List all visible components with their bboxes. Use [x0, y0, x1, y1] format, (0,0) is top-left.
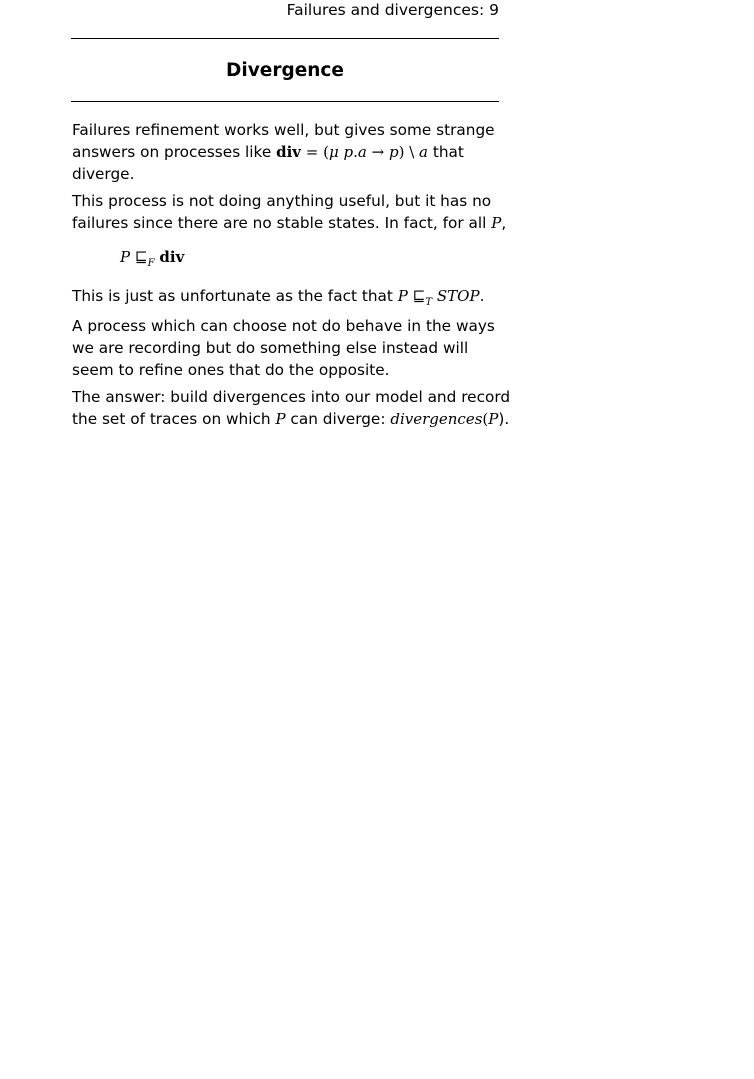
- math-P: P: [491, 214, 502, 232]
- math-hide: ) \: [398, 143, 420, 161]
- paragraph-text: that diverge.: [72, 143, 464, 183]
- math-refines: ⊑: [407, 287, 426, 305]
- math-dot: .: [353, 143, 358, 161]
- slide-title: Divergence: [226, 60, 344, 81]
- paragraph-text: The answer: build divergences into our model and record the set of traces on which: [72, 388, 511, 428]
- display-equation: [120, 246, 512, 271]
- paragraph-text: ,: [501, 214, 507, 232]
- paragraph-text: A process which can choose not do behave in the ways we are recording but do something else instead will seem to refine ones that do the opposite.: [72, 317, 495, 379]
- math-divergences: divergences: [390, 410, 483, 428]
- math-subscript-T: T: [425, 297, 433, 308]
- slide-body: [72, 119, 512, 435]
- top-rule: [71, 38, 499, 39]
- paragraph-answer: [72, 386, 512, 430]
- math-refines: ⊑: [130, 248, 148, 266]
- math-P: P: [120, 248, 131, 266]
- math-a: a: [357, 143, 367, 161]
- running-head: Failures and divergences: 9: [286, 1, 499, 19]
- math-mu-p: μ p: [329, 143, 354, 161]
- math-a-hidden: a: [419, 143, 428, 161]
- paragraph-text: can diverge:: [285, 410, 391, 428]
- paragraph-text: Failures refinement works well, but gives some strange answers on processes like: [72, 121, 495, 161]
- paragraph-text: ).: [498, 410, 510, 428]
- math-P: P: [397, 287, 408, 305]
- math-P: P: [488, 410, 499, 428]
- math-p: p: [388, 143, 399, 161]
- bottom-rule: [71, 101, 499, 102]
- paragraph-no-failures: [72, 190, 512, 234]
- math-equals: = (: [301, 143, 329, 161]
- paragraph-failures-refinement: [72, 119, 512, 185]
- math-subscript-F: F: [147, 258, 155, 269]
- paragraph-unfortunate: [72, 285, 512, 310]
- paragraph-text: This is just as unfortunate as the fact that: [72, 287, 398, 305]
- math-STOP: STOP: [436, 287, 480, 305]
- paragraph-process-choose: [72, 315, 512, 381]
- math-div: div: [159, 248, 185, 266]
- math-P: P: [275, 410, 286, 428]
- paragraph-text: .: [479, 287, 485, 305]
- paragraph-text: This process is not doing anything useful, but it has no failures since there are no stable states. In fact, for all: [72, 192, 492, 232]
- math-open-paren: (: [482, 410, 489, 428]
- math-div: div: [276, 143, 302, 161]
- math-arrow: →: [366, 143, 389, 161]
